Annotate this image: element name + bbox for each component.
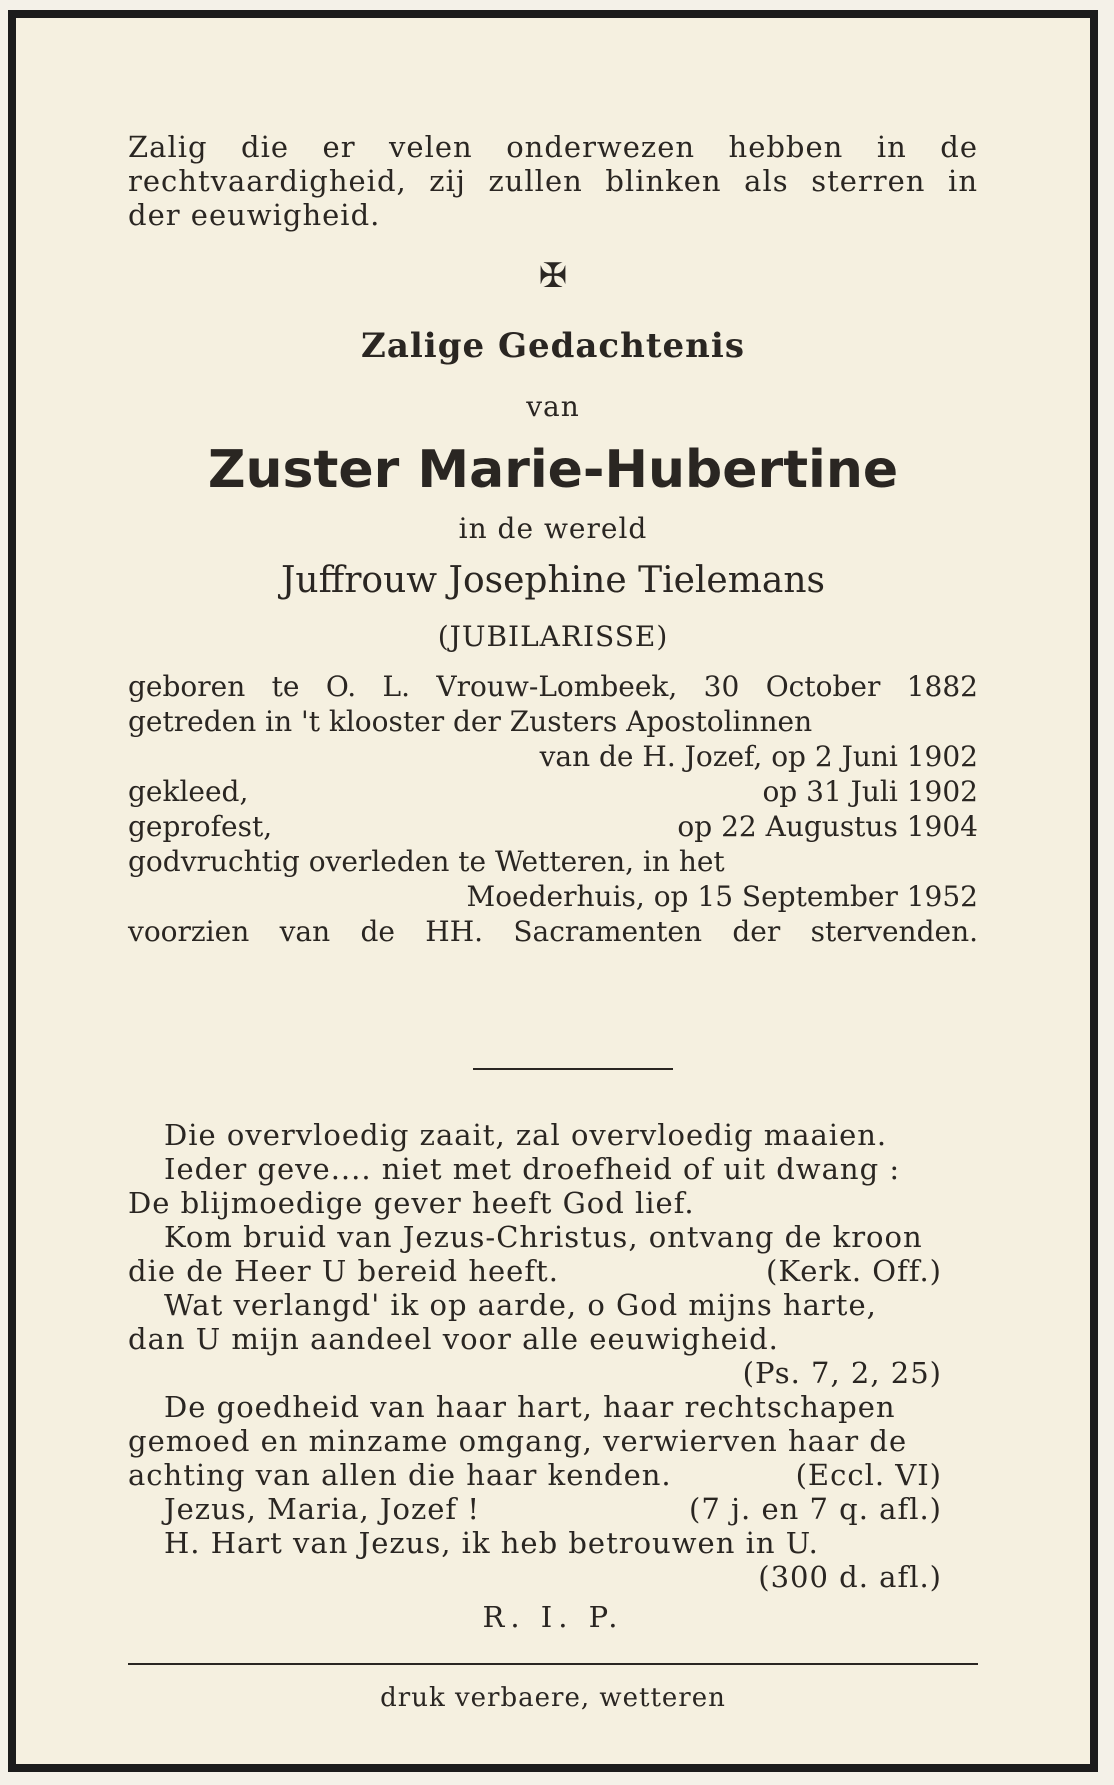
prayer-line-7: dan U mijn aandeel voor alle eeuwigheid. xyxy=(128,1322,779,1356)
prayer-line-1: Die overvloedig zaait, zal overvloedig maaien. xyxy=(164,1118,888,1152)
verse-line-1: Zalig die er velen onderwezen hebben in de xyxy=(128,130,978,164)
bio-clothed-date: op 31 Juli 1902 xyxy=(762,775,978,808)
verse-line-3: der eeuwigheid. xyxy=(128,198,381,232)
prayer-ref-indulgence-300: (300 d. afl.) xyxy=(758,1560,942,1594)
secular-name: Juffrouw Josephine Tielemans xyxy=(281,560,825,601)
card-content xyxy=(128,18,978,1764)
cross-icon: ✠ xyxy=(538,256,568,296)
printer-credit: druk verbaere, wetteren xyxy=(380,1683,726,1713)
prayer-line-5: die de Heer U bereid heeft. xyxy=(128,1254,559,1288)
prayer-line-11: Jezus, Maria, Jozef ! xyxy=(164,1492,481,1526)
deceased-name: Zuster Marie-Hubertine xyxy=(207,440,899,500)
prayer-line-9: gemoed en minzame omgang, verwierven haar de xyxy=(128,1424,908,1458)
bio-professed-date: op 22 Augustus 1904 xyxy=(677,810,978,843)
prayer-ref-ps: (Ps. 7, 2, 25) xyxy=(742,1356,942,1390)
prayer-ref-indulgence-7: (7 j. en 7 q. afl.) xyxy=(689,1492,942,1526)
verse-line-2: rechtvaardigheid, zij zullen blinken als sterren in xyxy=(128,164,978,198)
prayer-line-2: Ieder geve.... niet met droefheid of uit dwang : xyxy=(164,1152,901,1186)
jubilarisse-label: (JUBILARISSE) xyxy=(437,620,669,653)
divider-short xyxy=(473,1068,673,1070)
prayer-line-8: De goedheid van haar hart, haar rechtschapen xyxy=(164,1390,896,1424)
bio-sacraments: voorzien van de HH. Sacramenten der stervenden. xyxy=(128,915,978,948)
bio-died-1: godvruchtig overleden te Wetteren, in het xyxy=(128,845,725,878)
bio-entered-2: van de H. Jozef, op 2 Juni 1902 xyxy=(539,740,978,773)
bio-professed-label: geprofest, xyxy=(128,810,273,843)
heading: Zalige Gedachtenis xyxy=(361,326,745,366)
in-world-label: in de wereld xyxy=(458,512,648,545)
prayer-line-12: H. Hart van Jezus, ik heb betrouwen in U. xyxy=(164,1526,819,1560)
prayer-line-6: Wat verlangd' ik op aarde, o God mijns harte, xyxy=(164,1288,877,1322)
bio-born: geboren te O. L. Vrouw-Lombeek, 30 October 1882 xyxy=(128,670,978,703)
memorial-card xyxy=(8,10,1098,1772)
prayer-line-4: Kom bruid van Jezus-Christus, ontvang de kroon xyxy=(164,1220,923,1254)
bio-died-2: Moederhuis, op 15 September 1952 xyxy=(466,880,978,913)
prayer-ref-kerk: (Kerk. Off.) xyxy=(766,1254,942,1288)
van-label: van xyxy=(526,390,580,423)
footer-rule xyxy=(128,1663,978,1665)
bio-clothed-label: gekleed, xyxy=(128,775,249,808)
prayer-ref-eccl: (Eccl. VI) xyxy=(795,1458,942,1492)
bio-entered-1: getreden in 't klooster der Zusters Apostolinnen xyxy=(128,705,813,738)
prayer-line-10: achting van allen die haar kenden. xyxy=(128,1458,672,1492)
rip-label: R. I. P. xyxy=(482,1600,624,1634)
prayer-line-3: De blijmoedige gever heeft God lief. xyxy=(128,1186,695,1220)
